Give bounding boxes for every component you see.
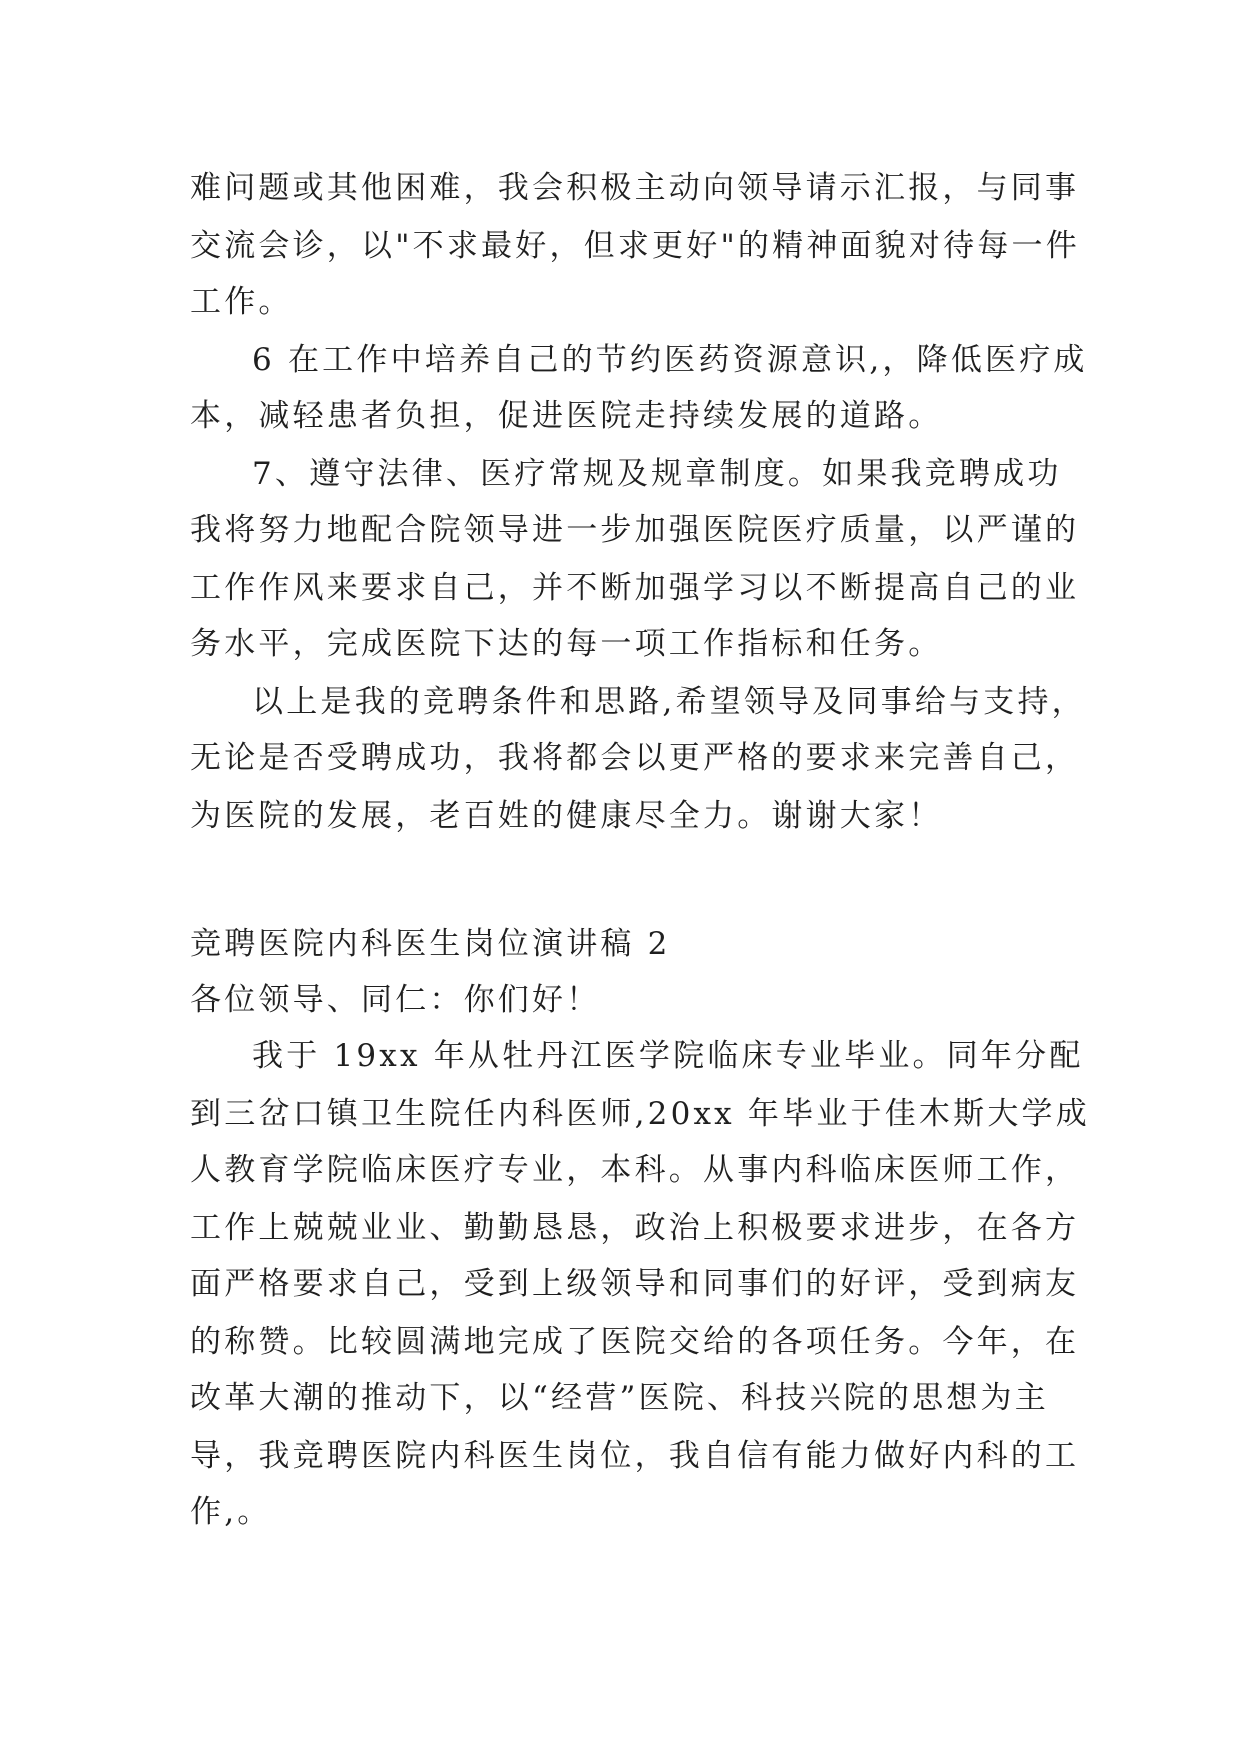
text-line: 作,。 — [190, 1494, 272, 1530]
text-line: 为医院的发展，老百姓的健康尽全力。谢谢大家！ — [190, 798, 943, 834]
text-line: 6 在工作中培养自己的节约医药资源意识,，降低医疗成 — [252, 342, 1088, 378]
text-line: 到三岔口镇卫生院任内科医师,20xx 年毕业于佳木斯大学成 — [190, 1096, 1090, 1132]
text-line: 以上是我的竞聘条件和思路,希望领导及同事给与支持， — [252, 684, 1086, 720]
text-line: 我将努力地配合院领导进一步加强医院医疗质量，以严谨的 — [190, 512, 1080, 548]
text-line: 面严格要求自己，受到上级领导和同事们的好评，受到病友 — [190, 1266, 1080, 1302]
text-line: 本，减轻患者负担，促进医院走持续发展的道路。 — [190, 398, 943, 434]
section-title: 竞聘医院内科医生岗位演讲稿 2 — [190, 926, 671, 962]
text-line: 交流会诊，以"不求最好，但求更好"的精神面貌对待每一件 — [190, 228, 1080, 264]
text-line: 工作上兢兢业业、勤勤恳恳，政治上积极要求进步，在各方 — [190, 1210, 1080, 1246]
text-line: 务水平，完成医院下达的每一项工作指标和任务。 — [190, 626, 943, 662]
text-line: 人教育学院临床医疗专业，本科。从事内科临床医师工作， — [190, 1152, 1080, 1188]
text-line: 难问题或其他困难，我会积极主动向领导请示汇报，与同事 — [190, 170, 1080, 206]
text-line: 工作。 — [190, 284, 293, 320]
text-line: 导，我竞聘医院内科医生岗位，我自信有能力做好内科的工 — [190, 1438, 1080, 1474]
text-line: 我于 19xx 年从牡丹江医学院临床专业毕业。同年分配 — [252, 1038, 1084, 1074]
text-line: 改革大潮的推动下，以“经营”医院、科技兴院的思想为主 — [190, 1380, 1049, 1416]
text-line: 的称赞。比较圆满地完成了医院交给的各项任务。今年，在 — [190, 1324, 1080, 1360]
text-line: 无论是否受聘成功，我将都会以更严格的要求来完善自己， — [190, 740, 1080, 776]
text-line: 工作作风来要求自己，并不断加强学习以不断提高自己的业 — [190, 570, 1080, 606]
salutation: 各位领导、同仁：你们好！ — [190, 982, 601, 1018]
text-line: 7、遵守法律、医疗常规及规章制度。如果我竞聘成功 — [252, 456, 1062, 492]
